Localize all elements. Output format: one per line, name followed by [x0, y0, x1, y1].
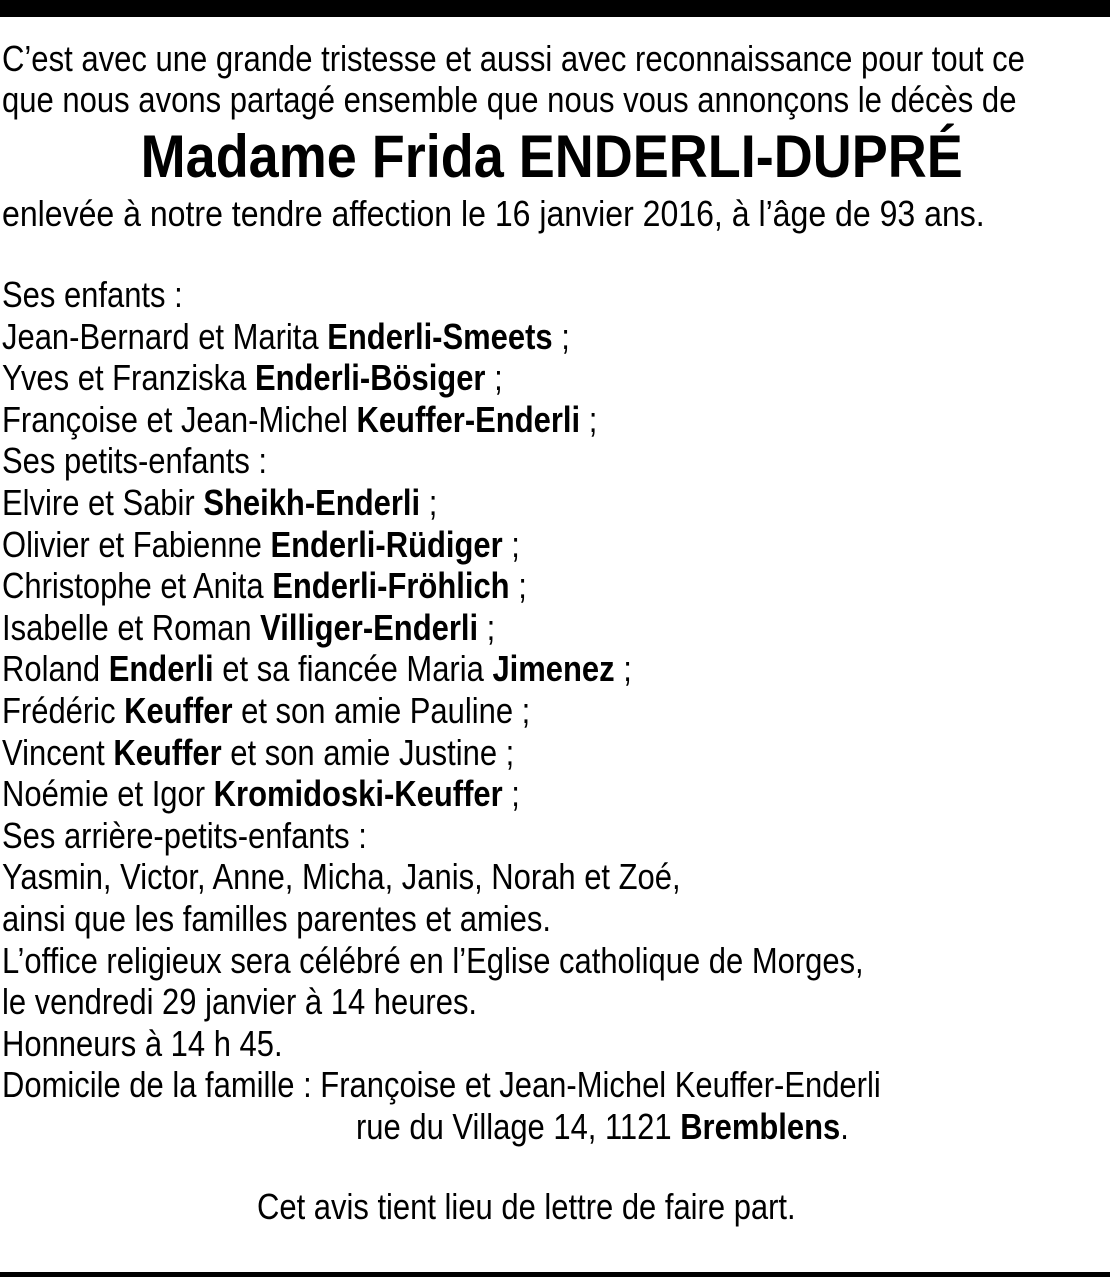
family-line: Jean-Bernard et Marita Enderli-Smeets ;	[2, 315, 570, 357]
family-surname: Keuffer	[113, 731, 222, 773]
family-surname: Enderli-Smeets	[327, 315, 553, 357]
family-line: Christophe et Anita Enderli-Fröhlich ;	[2, 565, 527, 607]
family-line: Yves et Franziska Enderli-Bösiger ;	[2, 357, 503, 399]
family-line: Frédéric Keuffer et son amie Pauline ;	[2, 689, 531, 731]
family-surname: Enderli-Bösiger	[254, 357, 486, 399]
domicile-address: rue du Village 14, 1121 Bremblens.	[356, 1105, 849, 1147]
families-line: ainsi que les familles parentes et amies.	[2, 897, 551, 939]
family-line: Noémie et Igor Kromidoski-Keuffer ;	[2, 773, 520, 815]
family-line: Olivier et Fabienne Enderli-Rüdiger ;	[2, 523, 520, 565]
obituary-notice	[2, 38, 1102, 1229]
bottom-rule	[0, 1272, 1110, 1277]
family-surname: Keuffer	[124, 689, 233, 731]
family-surname: Keuffer-Enderli	[356, 398, 581, 440]
spacer	[2, 236, 1102, 274]
town-name: Bremblens	[680, 1105, 841, 1147]
deceased-name: Madame Frida ENDERLI-DUPRÉ	[140, 123, 964, 190]
spacer	[2, 1147, 1102, 1185]
great-grandchildren-names: Yasmin, Victor, Anne, Micha, Janis, Norah et Zoé,	[2, 856, 681, 898]
family-surname: Enderli	[108, 648, 214, 690]
family-line: Elvire et Sabir Sheikh-Enderli ;	[2, 481, 438, 523]
family-surname: Enderli-Rüdiger	[270, 523, 503, 565]
family-surname: Sheikh-Enderli	[203, 481, 421, 523]
family-line: Isabelle et Roman Villiger-Enderli ;	[2, 606, 496, 648]
top-rule	[0, 0, 1110, 17]
intro-line-2: que nous avons partagé ensemble que nous vous annonçons le décès de	[2, 79, 1017, 120]
service-date: le vendredi 29 janvier à 14 heures.	[2, 981, 478, 1023]
intro-line-1: C’est avec une grande tristesse et aussi avec reconnaissance pour tout ce	[2, 38, 1025, 79]
family-line: Vincent Keuffer et son amie Justine ;	[2, 731, 515, 773]
great-grandchildren-heading: Ses arrière-petits-enfants :	[2, 814, 367, 856]
family-surname: Jimenez	[492, 648, 615, 690]
honors-time: Honneurs à 14 h 45.	[2, 1022, 283, 1064]
family-line: Françoise et Jean-Michel Keuffer-Enderli ;	[2, 398, 598, 440]
family-surname: Enderli-Fröhlich	[272, 565, 510, 607]
family-surname: Kromidoski-Keuffer	[213, 773, 503, 815]
family-line: Roland Enderli et sa fiancée Maria Jimenez ;	[2, 648, 632, 690]
service-location: L’office religieux sera célébré en l’Eglise catholique de Morges,	[2, 939, 864, 981]
grandchildren-heading: Ses petits-enfants :	[2, 440, 268, 482]
closing-note: Cet avis tient lieu de lettre de faire part.	[257, 1186, 796, 1228]
children-heading: Ses enfants :	[2, 274, 183, 315]
family-domicile: Domicile de la famille : Françoise et Jean-Michel Keuffer-Enderli	[2, 1064, 881, 1106]
death-date-line: enlevée à notre tendre affection le 16 janvier 2016, à l’âge de 93 ans.	[2, 193, 985, 234]
family-surname: Villiger-Enderli	[260, 606, 479, 648]
